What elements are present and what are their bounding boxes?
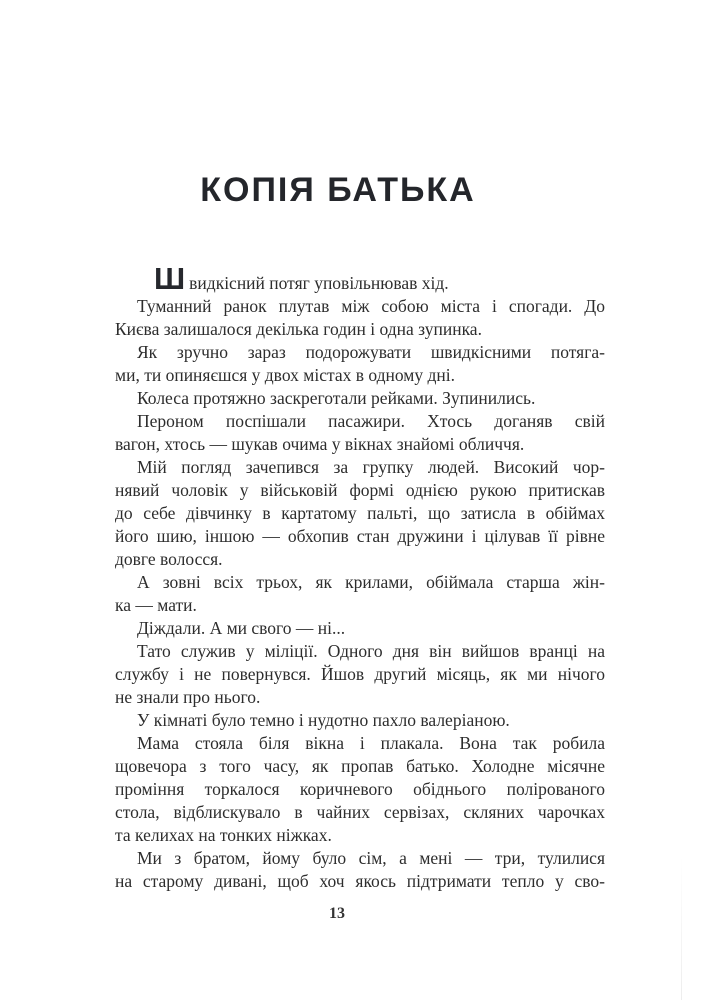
text-line: Мама стояла біля вікна і плакала. Вона так робила [137,733,605,753]
text-line: Колеса протяжно заскреготали рейками. Зупинились. [137,388,536,408]
text-line: Діждали. А ми свого — ні... [137,618,346,638]
text-line: вагон, хтось — шукав очима у вікнах знайомі обличчя. [115,434,525,454]
text-line: на старому дивані, щоб хоч якось підтримати тепло у сво- [115,871,605,891]
paragraph [115,410,605,456]
page-edge-shadow [681,855,682,1000]
paragraph [115,571,605,617]
page-number: 13 [329,905,345,922]
text-line: стола, відблискувало в чайних сервізах, скляних чарочках [115,802,605,822]
text-line: А зовні всіх трьох, як крилами, обіймала старша жін- [137,572,605,592]
paragraph [115,261,605,296]
paragraph [115,732,605,847]
text-line: У кімнаті було темно і нудотно пахло валеріаною. [137,710,510,730]
text-line: Туманний ранок плутав між собою міста і спогади. До [137,296,605,316]
text-line: Пероном поспішали пасажири. Хтось доганяв свій [137,411,605,431]
text-line: до себе дівчинку в картатому пальті, що затисла в обіймах [115,503,605,523]
drop-cap-letter: Ш [154,261,186,296]
text-line: щовечора з того часу, як пропав батько. Холодне місячне [115,756,605,776]
text-line: ка — мати. [115,595,197,615]
body-text [115,261,605,893]
text-line: службу і не повернувся. Йшов другий місяць, як ми нічого [115,664,605,684]
chapter-title: КОПІЯ БАТЬКА [200,171,476,209]
text-line: проміння торкалося коричневого обіднього полірованого [115,779,605,799]
paragraph [115,640,605,709]
paragraph [115,709,605,732]
paragraph [115,456,605,571]
paragraph [115,847,605,893]
paragraph [115,341,605,387]
text-line: ми, ти опиняєшся у двох містах в одному дні. [115,365,455,385]
text-line: Ми з братом, йому було сім, а мені — три, тулилися [137,848,605,868]
text-line: довге волосся. [115,549,223,569]
text-line: не знали про нього. [115,687,261,707]
paragraph [115,617,605,640]
text-line: нявий чоловік у військовій формі однією рукою притискав [115,480,605,500]
text-line: Швидкісний потяг уповільнював хід. [154,261,449,296]
text-line: Києва залишалося декілька годин і одна зупинка. [115,319,482,339]
text-line: Як зручно зараз подорожувати швидкісними потяга- [137,342,605,362]
text-line: та келихах на тонких ніжках. [115,825,332,845]
paragraph [115,295,605,341]
text-line: його шию, іншою — обхопив стан дружини і цілував її рівне [115,526,605,546]
text-line: Тато служив у міліції. Одного дня він вийшов вранці на [137,641,605,661]
paragraph [115,387,605,410]
text-line: Мій погляд зачепився за групку людей. Високий чор- [137,457,605,477]
